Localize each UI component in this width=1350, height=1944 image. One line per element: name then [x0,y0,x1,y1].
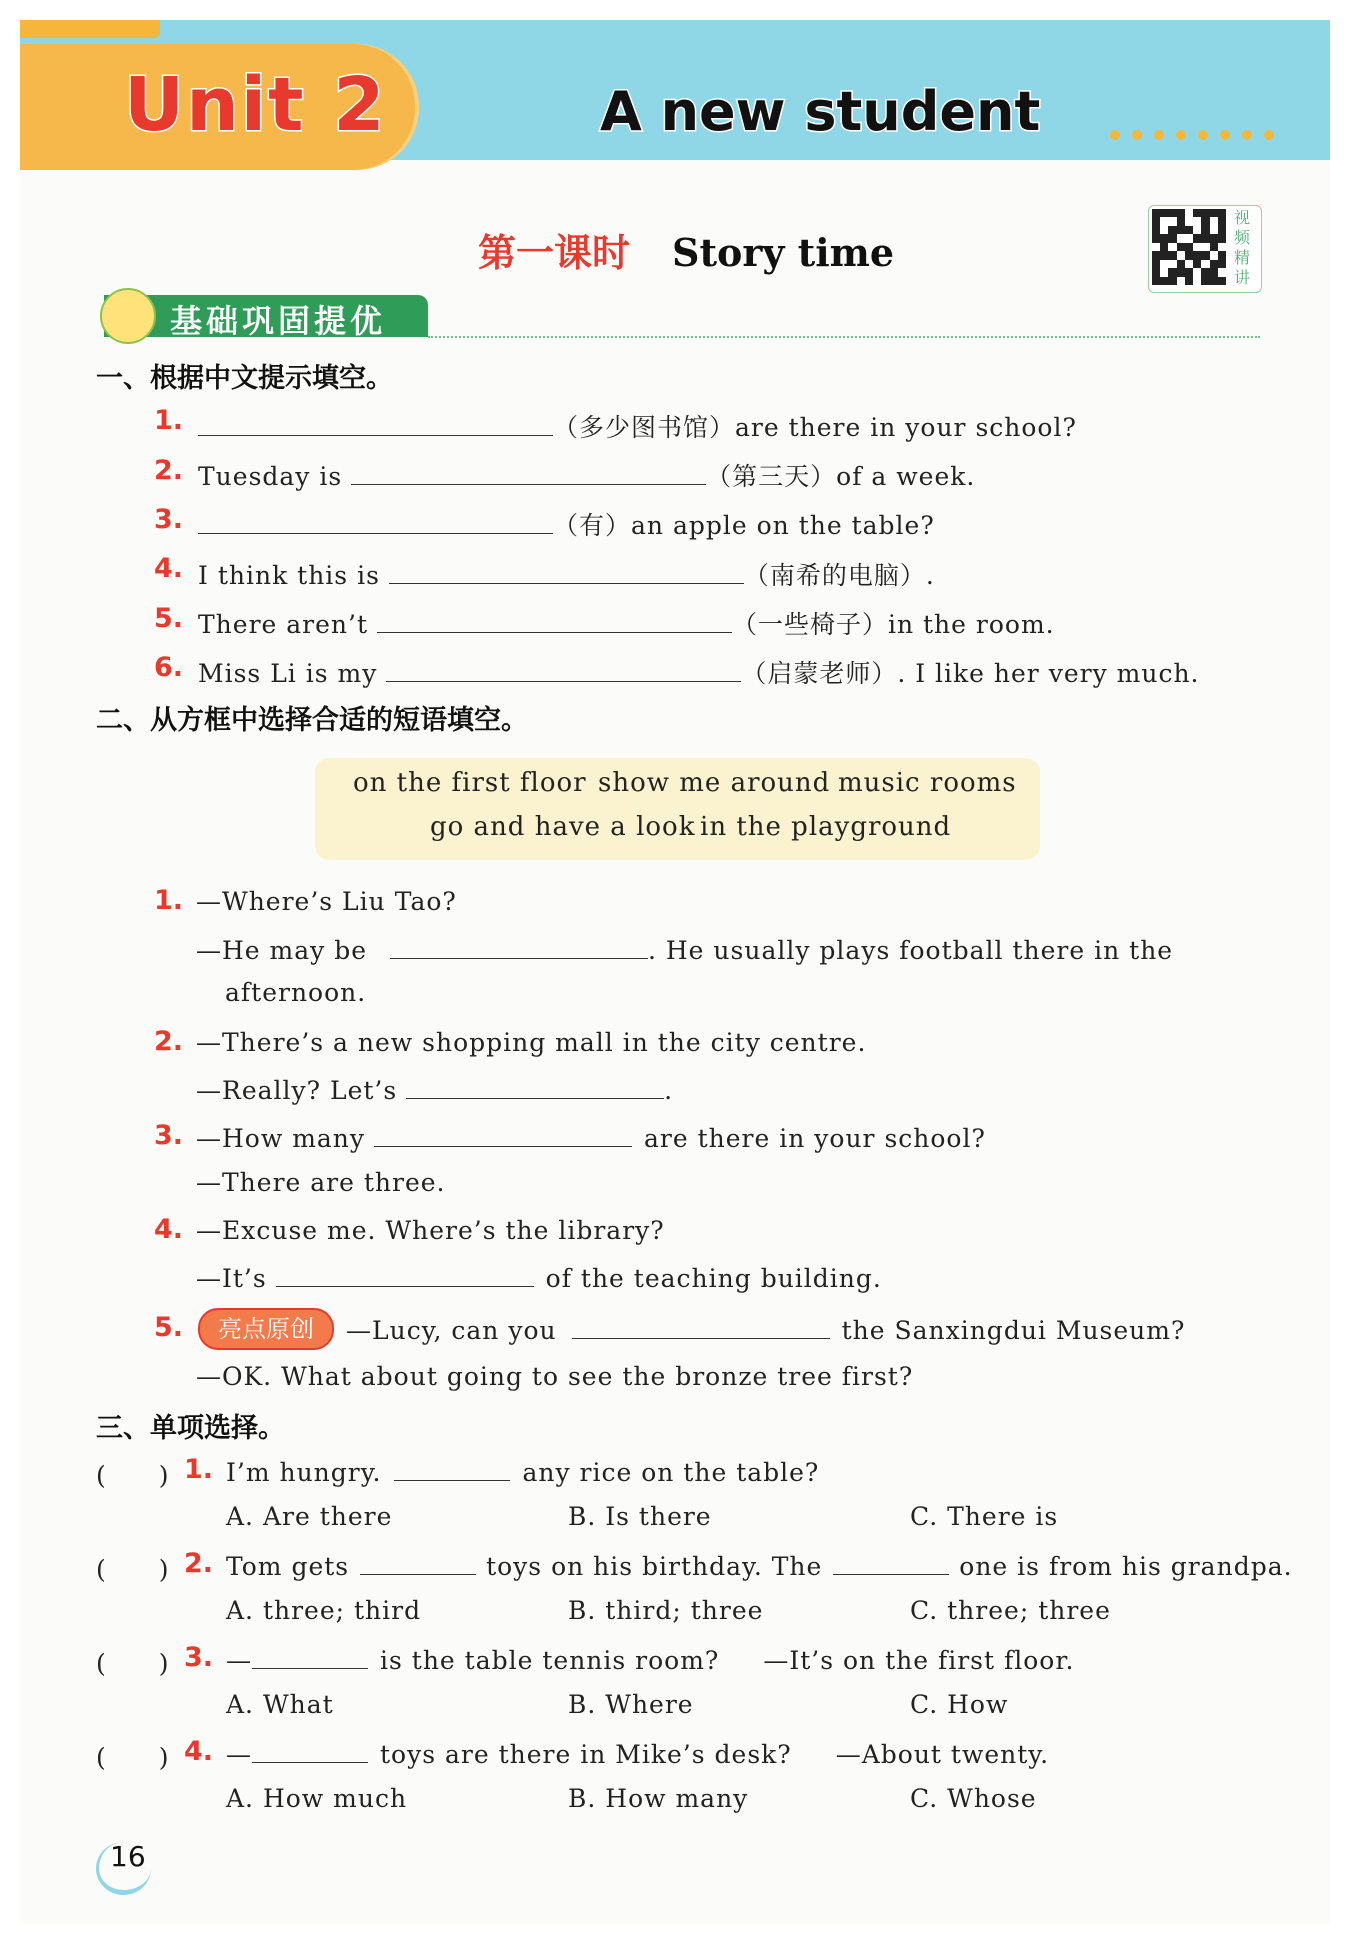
p1-q3-hint: （有）an apple on the table? [553,511,935,540]
p1-q5-hint: （一些椅子）in the room. [731,610,1055,639]
p3-q4-text-a: — [226,1740,252,1769]
p3-q4 [226,1738,1049,1769]
qr-code-icon[interactable] [1152,209,1226,285]
answer-blank [833,1550,949,1575]
p2-q5-text-b: the Sanxingdui Museum? [841,1316,1186,1345]
p3-q2-text-a: Tom gets [226,1552,350,1581]
lesson-title-en: Story time [672,230,895,275]
p2-q1-text-b: . He usually plays football there in the [647,936,1174,965]
p1-q4 [198,556,935,592]
answer-blank[interactable] [390,934,648,959]
p3-q1-number: 1. [184,1454,214,1485]
p2-q1-line2 [196,934,1173,965]
p2-q5-number: 5. [154,1312,184,1343]
p2-q3-number: 3. [154,1120,184,1151]
option-c: C. How [910,1690,1009,1719]
p2-q5-line1 [346,1314,1185,1345]
p1-q1-number: 1. [154,405,184,436]
p1-q2-hint: （第三天）of a week. [706,462,976,491]
answer-blank[interactable] [198,509,553,534]
answer-blank[interactable] [198,411,553,436]
p2-q1-line1: —Where’s Liu Tao? [196,887,457,916]
p3-q2-text-c: one is from his grandpa. [959,1552,1293,1581]
p1-q1-hint: （多少图书馆）are there in your school? [553,413,1077,442]
p1-q6 [198,654,1200,690]
part2-heading: 二、从方框中选择合适的短语填空。 [96,705,528,736]
p1-q6-hint: （启蒙老师）. I like her very much. [741,659,1200,688]
answer-blank[interactable] [406,1074,664,1099]
p3-q4-number: 4. [184,1736,214,1767]
p2-q3-text-a: —How many [196,1124,366,1153]
header-strip [20,20,160,38]
p3-q3 [226,1644,1075,1675]
phrase: show me around [598,768,831,798]
p2-q4-line1: —Excuse me. Where’s the library? [196,1216,665,1245]
answer-blank[interactable] [374,1122,632,1147]
p1-q5 [198,605,1055,641]
p2-q3-text-b: are there in your school? [644,1124,986,1153]
phrase: on the first floor [353,768,587,798]
p2-q3-line2: —There are three. [196,1168,446,1197]
p1-q2-text: Tuesday is [198,462,343,491]
lesson-title-cn: 第一课时 [478,230,631,275]
section-divider [428,336,1260,338]
p1-q4-hint: （南希的电脑）. [743,561,935,590]
p3-q1 [226,1456,819,1487]
part3-heading: 三、单项选择。 [96,1413,285,1444]
p3-q2 [226,1550,1293,1581]
phrase: music rooms [838,768,1017,798]
p1-q5-number: 5. [154,603,184,634]
unit-label: Unit 2 [124,62,387,148]
option-c: C. Whose [910,1784,1037,1813]
p1-q5-text: There aren’t [198,610,369,639]
p3-q2-number: 2. [184,1548,214,1579]
option-b: B. How many [568,1784,749,1813]
answer-blank[interactable] [377,608,732,633]
p1-q2 [198,457,975,493]
p1-q1 [198,408,1077,444]
answer-blank [394,1456,510,1481]
decorative-dots [1110,130,1274,140]
p3-q3-number: 3. [184,1642,214,1673]
p2-q2-text-a: —Really? Let’s [196,1076,398,1105]
lesson-title [478,222,894,277]
phrase: in the playground [700,812,952,842]
option-c: C. There is [910,1502,1059,1531]
p2-q3-line1 [196,1122,986,1153]
qr-label: 视频精讲 [1234,208,1251,287]
p3-q1-text-a: I’m hungry. [226,1458,382,1487]
p2-q1-line3: afternoon. [225,978,367,1007]
p2-q4-text-a: —It’s [196,1264,267,1293]
unit-title: A new student [600,80,1041,143]
p2-q2-line2 [196,1074,673,1105]
p2-q1-text-a: —He may be [196,936,368,965]
p2-q2-number: 2. [154,1026,184,1057]
section-badge-label: 基础巩固提优 [170,302,387,340]
p3-q4-text-c: —About twenty. [835,1740,1050,1769]
cube-icon [100,288,156,344]
answer-blank[interactable] [276,1262,534,1287]
p1-q3-number: 3. [154,504,184,535]
highlight-badge: 亮点原创 [198,1308,334,1350]
p1-q2-number: 2. [154,455,184,486]
answer-blank [252,1738,368,1763]
p1-q6-number: 6. [154,652,184,683]
answer-blank [360,1550,476,1575]
page-number: 16 [110,1840,146,1873]
p2-q4-text-b: of the teaching building. [545,1264,882,1293]
p3-q1-paren[interactable]: ( ) [96,1461,170,1490]
p2-q2-text-b: . [664,1076,674,1105]
answer-blank [252,1644,368,1669]
option-a: A. three; third [226,1596,422,1625]
p1-q4-text: I think this is [198,561,380,590]
option-a: A. Are there [226,1502,393,1531]
p2-q4-line2 [196,1262,882,1293]
p2-q5-text-a: —Lucy, can you [346,1316,557,1345]
p3-q2-paren[interactable]: ( ) [96,1555,170,1584]
p3-q1-text-b: any rice on the table? [522,1458,820,1487]
p1-q3 [198,506,935,542]
answer-blank[interactable] [572,1314,830,1339]
p2-q1-number: 1. [154,885,184,916]
option-c: C. three; three [910,1596,1111,1625]
option-a: A. What [226,1690,334,1719]
part1-heading: 一、根据中文提示填空。 [96,363,393,394]
p2-q4-number: 4. [154,1214,184,1245]
option-b: B. Is there [568,1502,712,1531]
p3-q3-text-c: —It’s on the first floor. [763,1646,1075,1675]
option-b: B. third; three [568,1596,764,1625]
p1-q4-number: 4. [154,553,184,584]
answer-blank[interactable] [389,559,744,584]
p3-q3-paren[interactable]: ( ) [96,1649,170,1678]
p2-q5-line2: —OK. What about going to see the bronze tree first? [196,1362,914,1391]
phrase: go and have a look [430,812,696,842]
p2-q2-line1: —There’s a new shopping mall in the city centre. [196,1028,867,1057]
p3-q3-text-b: is the table tennis room? [380,1646,720,1675]
p3-q2-text-b: toys on his birthday. The [486,1552,823,1581]
p3-q4-paren[interactable]: ( ) [96,1743,170,1772]
option-b: B. Where [568,1690,694,1719]
p3-q3-text-a: — [226,1646,252,1675]
answer-blank[interactable] [386,657,741,682]
option-a: A. How much [226,1784,408,1813]
p1-q6-text: Miss Li is my [198,659,378,688]
answer-blank[interactable] [351,460,706,485]
p3-q4-text-b: toys are there in Mike’s desk? [380,1740,792,1769]
